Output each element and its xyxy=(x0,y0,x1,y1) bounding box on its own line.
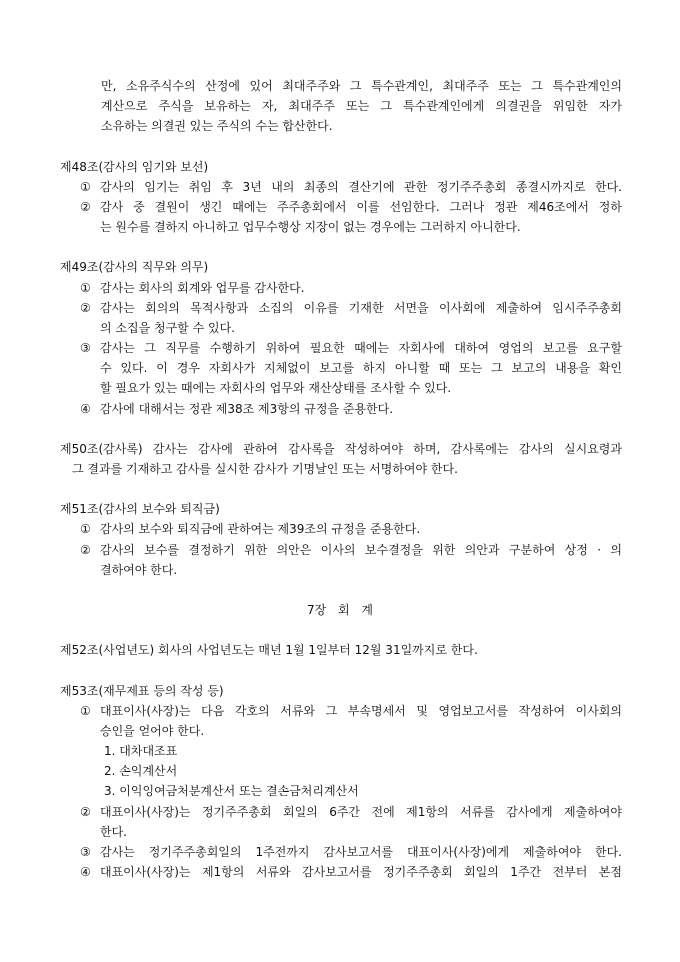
statement-list xyxy=(0,741,680,801)
article-51 xyxy=(0,499,680,580)
article-49-item-3 xyxy=(0,338,680,398)
statement-list-item: 3. 이익잉여금처분계산서 또는 결손금처리계산서 xyxy=(104,784,359,799)
item-line: 승인을 얻어야 한다. xyxy=(100,724,205,738)
article-53 xyxy=(0,681,680,883)
item-line: 감사의 보수를 결정하기 위한 의안은 이사의 보수결정을 위한 의안과 구분하여 상정 · 의 xyxy=(100,542,622,557)
article-53-item-3 xyxy=(0,842,680,862)
article-51-title: 제51조(감사의 보수와 퇴직금) xyxy=(60,502,220,517)
statement-list-item: 2. 손익계산서 xyxy=(104,764,178,779)
item-number: ④ xyxy=(80,865,91,880)
continuation-paragraph xyxy=(0,76,680,136)
item-line: 수 있다. 이 경우 자회사가 지체없이 보고를 하지 아니할 때 또는 그 보고의 내용을 확인 xyxy=(100,361,622,376)
article-48-item-1 xyxy=(0,177,680,197)
article-48-item-2 xyxy=(0,197,680,237)
item-line: 감사의 보수와 퇴직금에 관하여는 제39조의 규정을 준용한다. xyxy=(100,522,421,537)
item-line: 의 소집을 청구할 수 있다. xyxy=(100,320,235,335)
article-50-line: 제50조(감사록) 감사는 감사에 관하여 감사록을 작성하여야 하며, 감사록에는 감사의 실시요령과 xyxy=(60,441,622,456)
item-number: ④ xyxy=(80,401,91,416)
item-line: 대표이사(사장)는 제1항의 서류와 감사보고서를 정기주주총회 회일의 1주간 전부터 본점 xyxy=(100,865,622,880)
item-line: 는 원수를 결하지 아니하고 업무수행상 지장이 없는 경우에는 그러하지 아니한다. xyxy=(100,220,521,235)
item-number: ② xyxy=(80,199,91,214)
paragraph-line: 만, 소유주식수의 산정에 있어 최대주주와 그 특수관계인, 최대주주 또는 그 특수관계인의 xyxy=(101,79,622,93)
article-52: 제52조(사업년도) 회사의 사업년도는 매년 1월 1일부터 12월 31일까지로 한다. xyxy=(60,643,478,658)
item-number: ① xyxy=(80,280,91,295)
article-53-item-1 xyxy=(0,701,680,741)
article-53-item-4 xyxy=(0,862,680,882)
article-51-item-2 xyxy=(0,540,680,580)
item-line: 감사의 임기는 취임 후 3년 내의 최종의 결산기에 관한 정기주주총회 종결시까지로 한다. xyxy=(100,179,622,194)
item-number: ③ xyxy=(80,341,91,356)
article-48 xyxy=(0,157,680,238)
item-number: ② xyxy=(80,300,91,315)
item-line: 감사는 회의의 목적사항과 소집의 이유를 기재한 서면을 이사회에 제출하여 임시주주총회 xyxy=(100,300,622,315)
item-line: 결하여야 한다. xyxy=(100,562,178,577)
item-line: 대표이사(사장)는 정기주주총회 회일의 6주간 전에 제1항의 서류를 감사에게 제출하여야 xyxy=(100,804,622,819)
article-49-item-1 xyxy=(0,278,680,298)
article-49-title: 제49조(감사의 직무와 의무) xyxy=(60,260,209,275)
item-line: 감사 중 결원이 생긴 때에는 주주총회에서 이를 선임한다. 그러나 정관 제46조에서 정하 xyxy=(100,199,622,214)
item-number: ① xyxy=(80,179,91,194)
item-line: 할 필요가 있는 때에는 자회사의 업무와 재산상태를 조사할 수 있다. xyxy=(100,381,452,396)
item-number: ② xyxy=(80,804,91,819)
item-line: 감사는 정기주주총회일의 1주전까지 감사보고서를 대표이사(사장)에게 제출하여야 한다. xyxy=(100,844,622,859)
item-line: 대표이사(사장)는 다음 각호의 서류와 그 부속명세서 및 영업보고서를 작성하여 이사회의 xyxy=(100,703,622,718)
item-line: 한다. xyxy=(100,824,127,839)
item-line: 감사는 회사의 회계와 업무를 감사한다. xyxy=(100,280,305,295)
article-49-item-2 xyxy=(0,298,680,338)
item-line: 감사에 대해서는 정관 제38조 제3항의 규정을 준용한다. xyxy=(100,401,394,416)
article-51-item-1 xyxy=(0,519,680,539)
item-number: ① xyxy=(80,522,91,537)
article-50 xyxy=(0,439,680,479)
paragraph-line: 소유하는 의결권 있는 주식의 수는 합산한다. xyxy=(101,119,333,134)
article-50-line: 그 결과를 기재하고 감사를 실시한 감사가 기명날인 또는 서명하여야 한다. xyxy=(72,461,458,476)
chapter-heading: 7장 회 계 xyxy=(306,603,374,618)
item-number: ① xyxy=(80,703,91,718)
item-line: 감사는 그 직무를 수행하기 위하여 필요한 때에는 자회사에 대하여 영업의 보고를 요구할 xyxy=(100,341,622,356)
statement-list-item: 1. 대차대조표 xyxy=(104,744,178,759)
article-49-item-4 xyxy=(0,399,680,419)
paragraph-line: 계산으로 주식을 보유하는 자, 최대주주 또는 그 특수관계인에게 의결권을 위임한 자가 xyxy=(101,99,622,114)
article-53-title: 제53조(재무제표 등의 작성 등) xyxy=(60,683,224,698)
article-53-item-2 xyxy=(0,802,680,842)
article-48-title: 제48조(감사의 임기와 보선) xyxy=(60,159,209,174)
article-49 xyxy=(0,257,680,418)
item-number: ② xyxy=(80,542,91,557)
item-number: ③ xyxy=(80,844,91,859)
